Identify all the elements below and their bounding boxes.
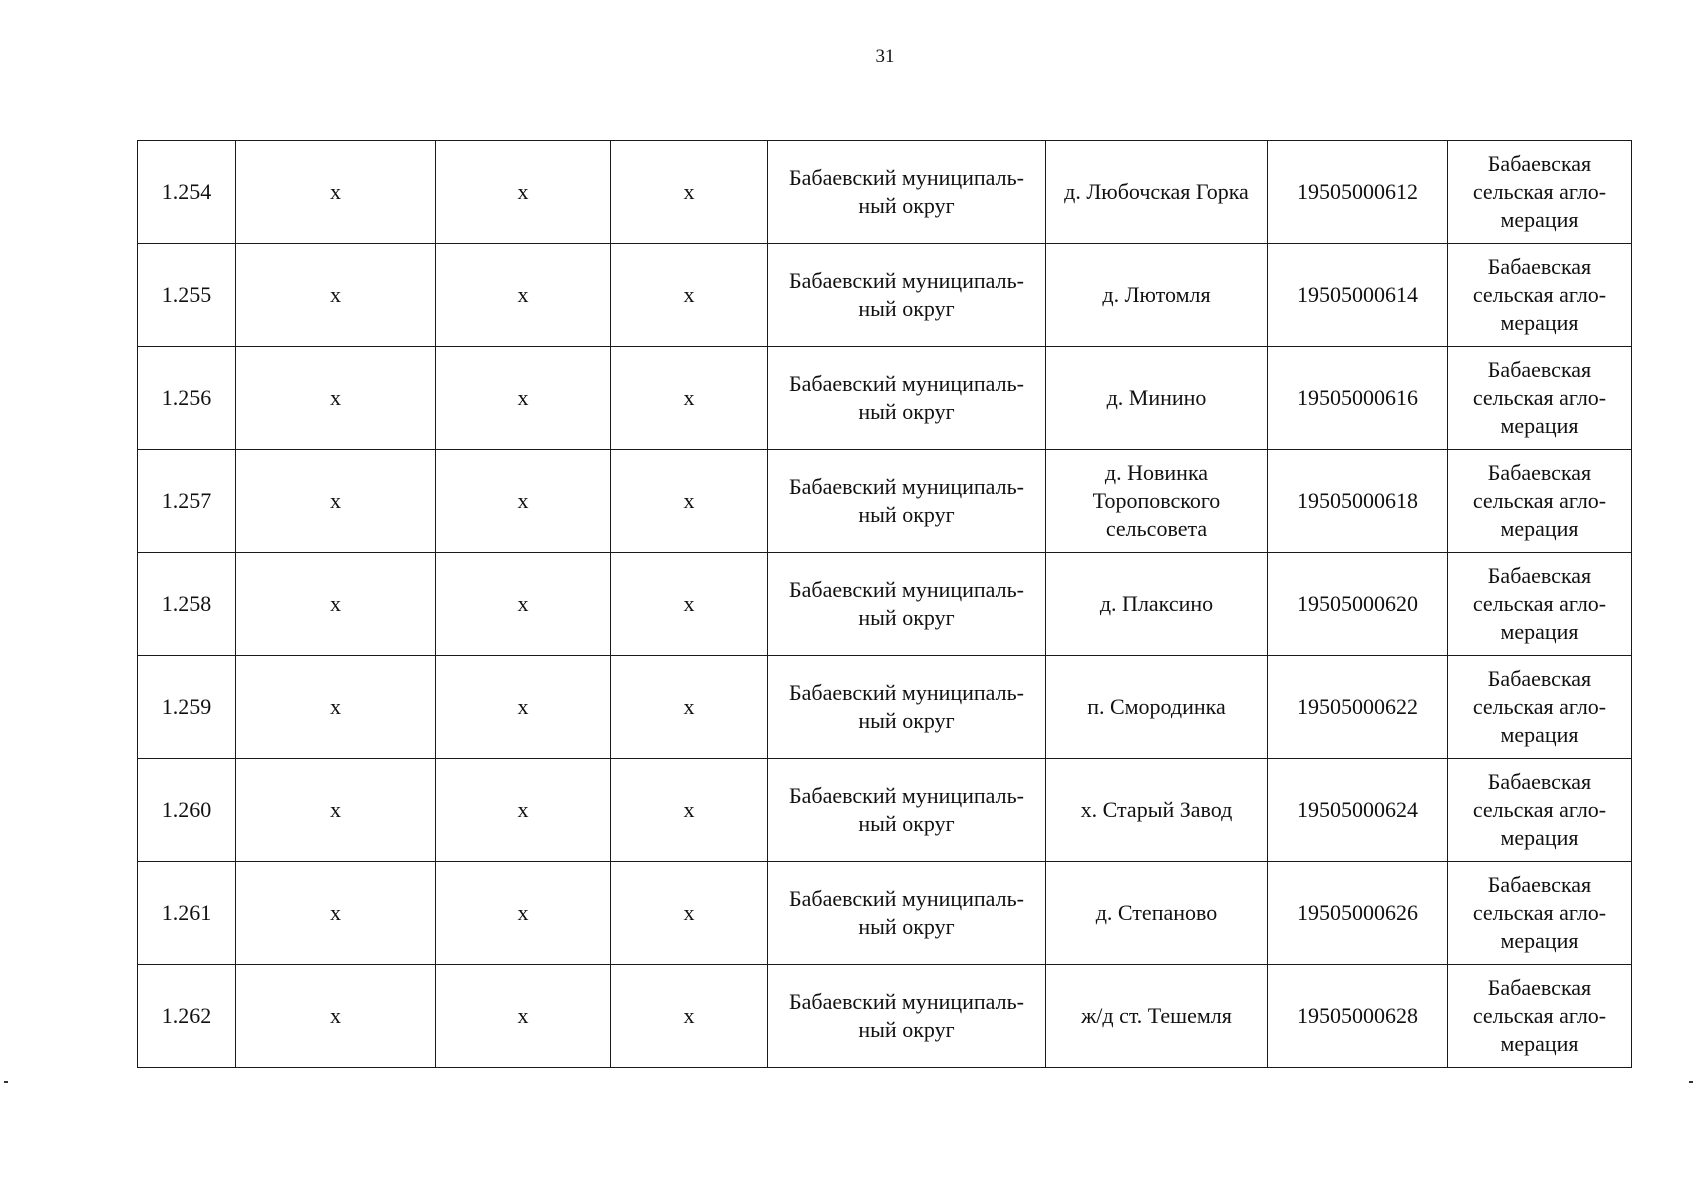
district-cell: Бабаевский муниципаль-ный округ (768, 347, 1046, 450)
settlement-cell: д. Плаксино (1046, 553, 1268, 656)
code-cell: 19505000612 (1268, 141, 1448, 244)
district-cell: Бабаевский муниципаль-ный округ (768, 862, 1046, 965)
x-cell: х (236, 862, 436, 965)
code-cell: 19505000624 (1268, 759, 1448, 862)
agglomeration-cell: Бабаевская сельская агло-мерация (1448, 965, 1632, 1068)
code-cell: 19505000628 (1268, 965, 1448, 1068)
x-cell: х (436, 553, 611, 656)
agglomeration-cell: Бабаевская сельская агло-мерация (1448, 244, 1632, 347)
x-cell: х (236, 141, 436, 244)
x-cell: х (611, 450, 768, 553)
scan-edge-mark (1689, 1081, 1693, 1083)
row-number-cell: 1.259 (138, 656, 236, 759)
x-cell: х (236, 450, 436, 553)
table-row (138, 965, 1632, 1068)
table-row (138, 244, 1632, 347)
district-cell: Бабаевский муниципаль-ный округ (768, 141, 1046, 244)
code-cell: 19505000622 (1268, 656, 1448, 759)
settlements-table (137, 140, 1632, 1068)
x-cell: х (436, 347, 611, 450)
district-cell: Бабаевский муниципаль-ный округ (768, 244, 1046, 347)
x-cell: х (236, 656, 436, 759)
code-cell: 19505000616 (1268, 347, 1448, 450)
settlement-cell: д. Любочская Горка (1046, 141, 1268, 244)
code-cell: 19505000620 (1268, 553, 1448, 656)
table-row (138, 347, 1632, 450)
code-cell: 19505000618 (1268, 450, 1448, 553)
code-cell: 19505000614 (1268, 244, 1448, 347)
code-cell: 19505000626 (1268, 862, 1448, 965)
table-row (138, 450, 1632, 553)
agglomeration-cell: Бабаевская сельская агло-мерация (1448, 759, 1632, 862)
agglomeration-cell: Бабаевская сельская агло-мерация (1448, 450, 1632, 553)
agglomeration-cell: Бабаевская сельская агло-мерация (1448, 347, 1632, 450)
x-cell: х (611, 759, 768, 862)
x-cell: х (436, 759, 611, 862)
row-number-cell: 1.261 (138, 862, 236, 965)
agglomeration-cell: Бабаевская сельская агло-мерация (1448, 862, 1632, 965)
x-cell: х (436, 862, 611, 965)
x-cell: х (611, 244, 768, 347)
x-cell: х (236, 553, 436, 656)
x-cell: х (236, 965, 436, 1068)
table-row (138, 656, 1632, 759)
x-cell: х (611, 347, 768, 450)
scan-edge-mark (4, 1081, 8, 1083)
row-number-cell: 1.260 (138, 759, 236, 862)
row-number-cell: 1.262 (138, 965, 236, 1068)
district-cell: Бабаевский муниципаль-ный округ (768, 656, 1046, 759)
row-number-cell: 1.254 (138, 141, 236, 244)
settlement-cell: д. Степаново (1046, 862, 1268, 965)
settlement-cell: д. Лютомля (1046, 244, 1268, 347)
x-cell: х (236, 759, 436, 862)
table-row (138, 553, 1632, 656)
district-cell: Бабаевский муниципаль-ный округ (768, 965, 1046, 1068)
x-cell: х (611, 965, 768, 1068)
x-cell: х (436, 656, 611, 759)
x-cell: х (436, 244, 611, 347)
x-cell: х (611, 656, 768, 759)
x-cell: х (436, 965, 611, 1068)
row-number-cell: 1.257 (138, 450, 236, 553)
x-cell: х (236, 347, 436, 450)
agglomeration-cell: Бабаевская сельская агло-мерация (1448, 656, 1632, 759)
settlement-cell: д. Новинка Тороповского сельсовета (1046, 450, 1268, 553)
agglomeration-cell: Бабаевская сельская агло-мерация (1448, 141, 1632, 244)
row-number-cell: 1.256 (138, 347, 236, 450)
table-row (138, 759, 1632, 862)
x-cell: х (236, 244, 436, 347)
settlement-cell: ж/д ст. Тешемля (1046, 965, 1268, 1068)
settlement-cell: х. Старый Завод (1046, 759, 1268, 862)
x-cell: х (436, 450, 611, 553)
x-cell: х (611, 553, 768, 656)
settlement-cell: д. Минино (1046, 347, 1268, 450)
district-cell: Бабаевский муниципаль-ный округ (768, 759, 1046, 862)
table-row (138, 141, 1632, 244)
x-cell: х (611, 141, 768, 244)
table-row (138, 862, 1632, 965)
x-cell: х (436, 141, 611, 244)
district-cell: Бабаевский муниципаль-ный округ (768, 553, 1046, 656)
x-cell: х (611, 862, 768, 965)
district-cell: Бабаевский муниципаль-ный округ (768, 450, 1046, 553)
row-number-cell: 1.255 (138, 244, 236, 347)
settlement-cell: п. Смородинка (1046, 656, 1268, 759)
agglomeration-cell: Бабаевская сельская агло-мерация (1448, 553, 1632, 656)
table-body (138, 141, 1632, 1068)
row-number-cell: 1.258 (138, 553, 236, 656)
page-number: 31 (875, 46, 895, 67)
